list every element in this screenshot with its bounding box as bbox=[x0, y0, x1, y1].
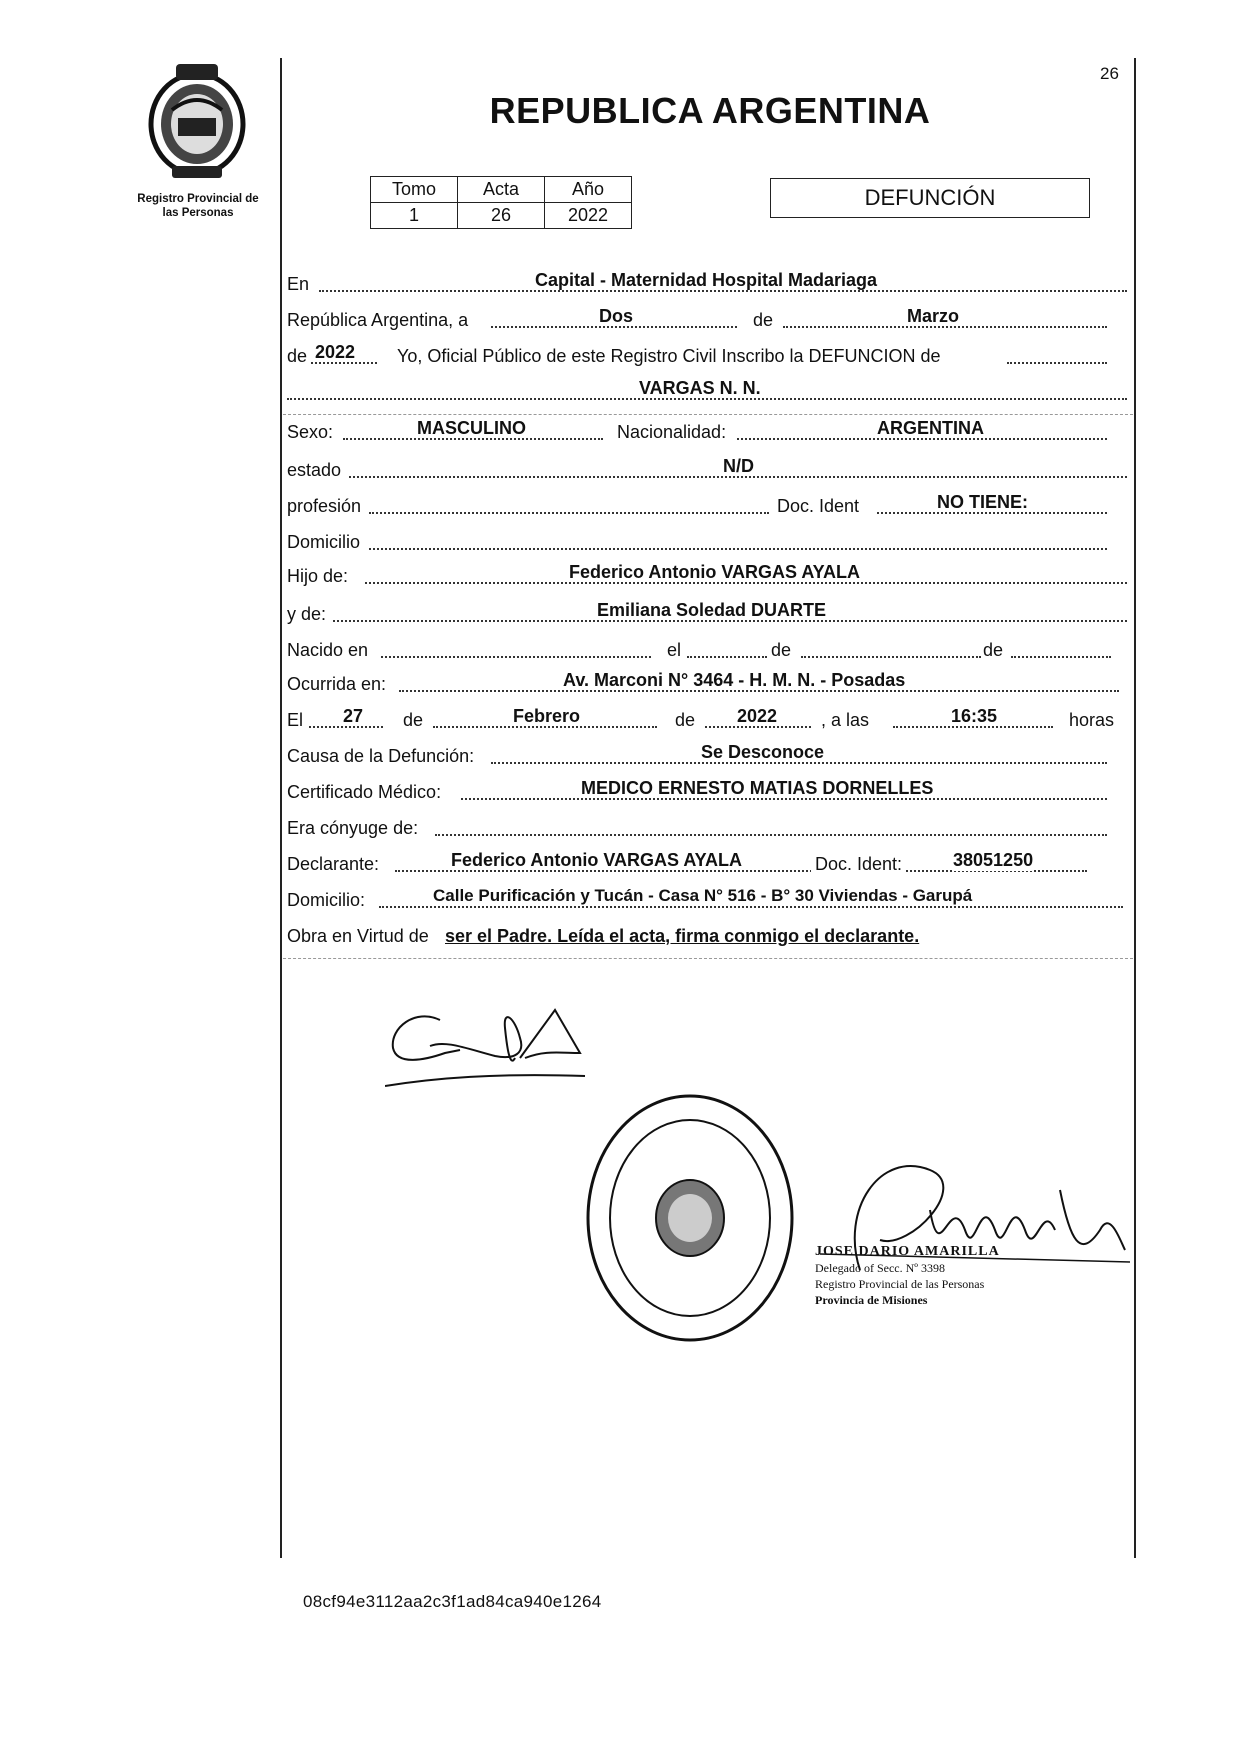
horas-label: horas bbox=[1069, 710, 1115, 730]
row-nombre bbox=[287, 378, 1127, 408]
yde-label: y de: bbox=[287, 604, 327, 624]
ocurrida-value: Av. Marconi N° 3464 - H. M. N. - Posadas bbox=[563, 670, 906, 690]
row-fecha-inscripcion bbox=[287, 306, 1127, 336]
registry-label-line2: las Personas bbox=[162, 207, 234, 219]
acta-header: Acta bbox=[458, 177, 545, 203]
fecha-dia-value: 27 bbox=[343, 706, 364, 726]
causa-value: Se Desconoce bbox=[701, 742, 825, 762]
nacido-de-label-b: de bbox=[983, 640, 1004, 660]
sexo-label: Sexo: bbox=[287, 422, 334, 442]
obra-value: ser el Padre. Leída el acta, firma conmigo el declarante. bbox=[445, 926, 920, 946]
row-decl-domicilio bbox=[287, 886, 1127, 916]
acta-value: 26 bbox=[458, 203, 545, 229]
delegate-name: JOSE DARIO AMARILLA bbox=[815, 1244, 1000, 1259]
alas-label: , a las bbox=[821, 710, 870, 730]
delegate-line3: Provincia de Misiones bbox=[815, 1293, 928, 1307]
dia-value: Dos bbox=[599, 306, 634, 326]
de4-label: de bbox=[675, 710, 696, 730]
nombre-value: VARGAS N. N. bbox=[639, 378, 761, 398]
page-number: 26 bbox=[1100, 64, 1119, 83]
republica-label: República Argentina, a bbox=[287, 310, 469, 330]
nacionalidad-value: ARGENTINA bbox=[877, 418, 984, 438]
delegate-line1: Delegado of Secc. Nº 3398 bbox=[815, 1261, 946, 1275]
row-estado bbox=[287, 456, 1127, 486]
left-margin-line bbox=[280, 58, 282, 1558]
nacionalidad-label: Nacionalidad: bbox=[617, 422, 727, 442]
nacido-de-label-a: de bbox=[771, 640, 792, 660]
hijo-value: Federico Antonio VARGAS AYALA bbox=[569, 562, 861, 582]
row-domicilio bbox=[287, 528, 1127, 558]
certificado-label: Certificado Médico: bbox=[287, 782, 442, 802]
en-label: En bbox=[287, 274, 310, 294]
oficial-text: Yo, Oficial Público de este Registro Civil Inscribo la DEFUNCION de bbox=[397, 346, 941, 366]
row-sexo bbox=[287, 418, 1127, 448]
doc-ident-value: NO TIENE: bbox=[937, 492, 1029, 512]
conyuge-label: Era cónyuge de: bbox=[287, 818, 419, 838]
official-stamp bbox=[580, 1088, 800, 1348]
row-fecha-defuncion bbox=[287, 706, 1127, 736]
row-causa bbox=[287, 742, 1127, 772]
profesion-label: profesión bbox=[287, 496, 362, 516]
row-obra bbox=[287, 922, 1127, 952]
record-reference-table bbox=[370, 176, 632, 229]
el2-label: El bbox=[287, 710, 304, 730]
row-declarante bbox=[287, 850, 1127, 880]
row-conyuge bbox=[287, 814, 1127, 844]
doc-ident-label: Doc. Ident bbox=[777, 496, 860, 516]
delegate-line2: Registro Provincial de las Personas bbox=[815, 1277, 985, 1291]
anio-value: 2022 bbox=[545, 203, 632, 229]
province-emblem bbox=[142, 62, 252, 180]
row-certificado bbox=[287, 778, 1127, 808]
row-oficial bbox=[287, 342, 1127, 372]
decl-doc-label: Doc. Ident: bbox=[811, 854, 906, 875]
decl-dom-value: Calle Purificación y Tucán - Casa N° 516 - B° 30 Viviendas - Garupá bbox=[433, 886, 973, 905]
obra-label: Obra en Virtud de bbox=[287, 926, 429, 946]
row-profesion bbox=[287, 492, 1127, 522]
estado-value: N/D bbox=[723, 456, 754, 476]
declarante-value: Federico Antonio VARGAS AYALA bbox=[451, 850, 743, 870]
row-hijo bbox=[287, 562, 1127, 592]
hijo-label: Hijo de: bbox=[287, 566, 349, 586]
record-type-box: DEFUNCIÓN bbox=[770, 178, 1090, 218]
sexo-value: MASCULINO bbox=[417, 418, 526, 438]
en-value: Capital - Maternidad Hospital Madariaga bbox=[535, 270, 878, 290]
document-title: REPUBLICA ARGENTINA bbox=[489, 90, 931, 131]
de-label: de bbox=[753, 310, 774, 330]
delegate-block bbox=[815, 1244, 1000, 1308]
decl-dom-label: Domicilio: bbox=[287, 890, 366, 910]
fecha-mes-value: Febrero bbox=[513, 706, 581, 726]
hora-value: 16:35 bbox=[951, 706, 998, 726]
fecha-anio-value: 2022 bbox=[737, 706, 778, 726]
row-yde bbox=[287, 600, 1127, 630]
ocurrida-label: Ocurrida en: bbox=[287, 674, 387, 694]
row-en bbox=[287, 270, 1127, 300]
declarant-signature bbox=[385, 998, 625, 1098]
row-nacido bbox=[287, 636, 1127, 666]
de2-label: de bbox=[287, 346, 308, 366]
anio-value: 2022 bbox=[315, 342, 356, 362]
right-margin-line bbox=[1134, 58, 1136, 1558]
nacido-label: Nacido en bbox=[287, 640, 369, 660]
row-ocurrida bbox=[287, 670, 1127, 700]
registry-label bbox=[118, 192, 278, 220]
domicilio-label: Domicilio bbox=[287, 532, 361, 552]
decl-doc-value: 38051250 bbox=[953, 850, 1034, 870]
tomo-header: Tomo bbox=[371, 177, 458, 203]
document-hash: 08cf94e3112aa2c3f1ad84ca940e1264 bbox=[303, 1592, 602, 1611]
el-label: el bbox=[667, 640, 682, 660]
causa-label: Causa de la Defunción: bbox=[287, 746, 475, 766]
registry-label-line1: Registro Provincial de bbox=[137, 193, 259, 205]
mes-value: Marzo bbox=[907, 306, 960, 326]
de3-label: de bbox=[403, 710, 424, 730]
estado-label: estado bbox=[287, 460, 342, 480]
certificado-value: MEDICO ERNESTO MATIAS DORNELLES bbox=[581, 778, 934, 798]
anio-header: Año bbox=[545, 177, 632, 203]
yde-value: Emiliana Soledad DUARTE bbox=[597, 600, 827, 620]
declarante-label: Declarante: bbox=[287, 854, 380, 874]
tomo-value: 1 bbox=[371, 203, 458, 229]
